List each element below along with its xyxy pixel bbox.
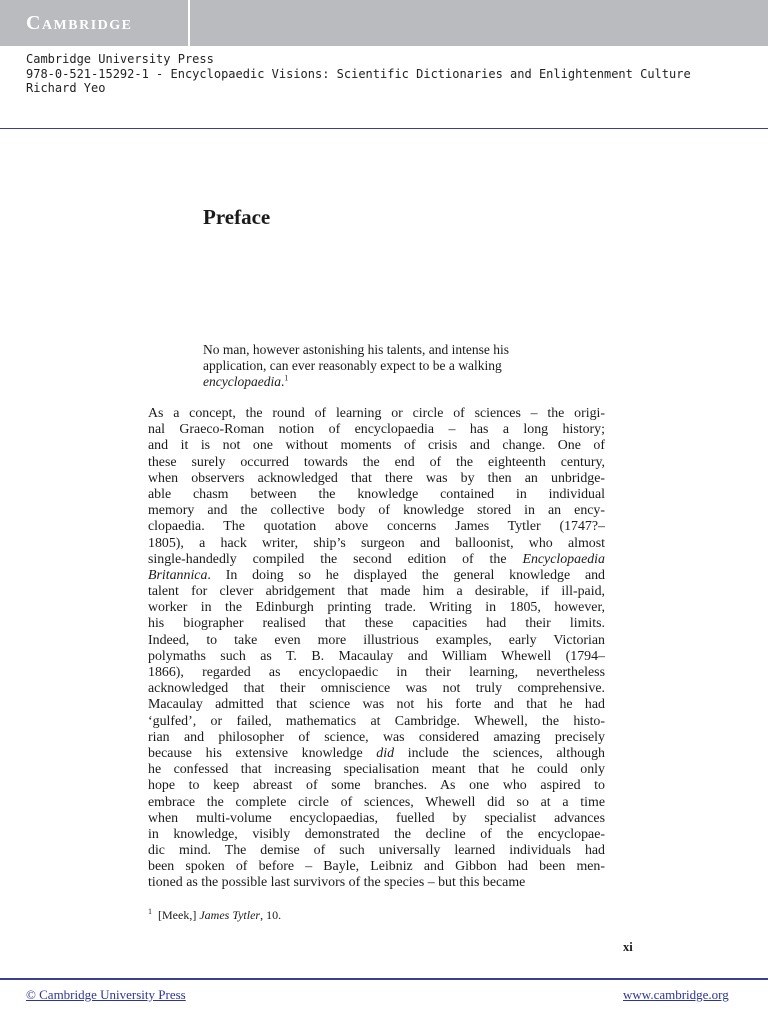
body-text-segment: . In doing so he displayed the general knowledge and [207,567,605,583]
body-line: worker in the Edinburgh printing trade. Writing in 1805, however, [148,600,605,616]
epigraph-line [203,374,563,390]
cambridge-website-link[interactable]: www.cambridge.org [623,987,729,1002]
footnote-italic: James Tytler [199,908,261,922]
body-line [148,568,605,584]
body-line: his biographer realised that these capacities had their limits. [148,616,605,632]
body-line: when observers acknowledged that there was by then an unbridge- [148,470,605,486]
body-text-segment: include the sciences, although [407,745,605,761]
body-line [148,552,605,568]
body-italic: did [376,745,395,761]
body-line: he confessed that increasing specialisation meant that he could only [148,762,605,778]
header-divider [0,128,768,129]
cambridge-press-link[interactable]: © Cambridge University Press [26,987,186,1002]
body-line: when multi-volume encyclopaedias, fuelled by specialist advances [148,810,605,826]
body-italic: Encyclopaedia [522,551,605,567]
body-line: talent for clever abridgement that made him a desirable, if ill-paid, [148,584,605,600]
footnote-text: [Meek,] [158,908,197,922]
body-line: hope to keep abreast of some branches. As one who aspired to [148,778,605,794]
footnote-ref: 1 [284,373,289,383]
footnote-end: , 10. [260,908,282,922]
epigraph [203,342,563,390]
book-metadata [26,52,691,96]
page-number: xi [623,940,633,954]
body-line: able chasm between the knowledge contained in individual [148,486,605,502]
body-line: been spoken of before – Bayle, Leibniz and Gibbon had been men- [148,859,605,875]
body-paragraph [148,406,605,892]
body-line: rian and philosopher of science, was considered amazing precisely [148,729,605,745]
epigraph-line: application, can ever reasonably expect to be a walking [203,358,502,373]
body-line: 1805), a hack writer, ship’s surgeon and balloonist, who almost [148,535,605,551]
footnote [148,908,281,923]
body-line: and it is not one without moments of crisis and change. One of [148,438,605,454]
body-italic: Britannica [148,567,208,583]
body-line: embrace the complete circle of sciences, Whewell did so at a time [148,794,605,810]
epigraph-italic: encyclopaedia [203,374,281,389]
body-line: acknowledged that their omniscience was not truly comprehensive. [148,681,605,697]
body-line: dic mind. The demise of such universally learned individuals had [148,843,605,859]
epigraph-line: No man, however astonishing his talents, and intense his [203,342,509,357]
body-line: nal Graeco-Roman notion of encyclopaedia – has a long history; [148,422,605,438]
body-line: 1866), regarded as encyclopaedic in their learning, nevertheless [148,665,605,680]
author-name: Richard Yeo [26,81,106,95]
isbn-title: 978-0-521-15292-1 - Encyclopaedic Visions: Scientific Dictionaries and Enlightenment Culture [26,66,691,81]
epigraph-end: . [280,374,285,389]
body-text-segment: because his extensive knowledge [148,745,363,761]
body-line: these surely occurred towards the end of the eighteenth century, [148,454,605,470]
body-text-segment: single-handedly compiled the second edition of the [148,551,507,567]
body-line: polymaths such as T. B. Macaulay and William Whewell (1794– [148,648,605,664]
header-bar [0,0,768,46]
body-line: in knowledge, visibly demonstrated the decline of the encyclopae- [148,826,605,842]
body-line: ‘gulfed’, or failed, mathematics at Cambridge. Whewell, the histo- [148,713,605,729]
body-line [148,746,605,762]
footnote-number: 1 [148,907,152,916]
body-line: tioned as the possible last survivors of the species – but this became [148,875,526,891]
body-line: As a concept, the round of learning or circle of sciences – the origi- [148,406,605,421]
page-title: Preface [203,205,271,229]
footer-divider [0,978,768,980]
body-line: Macaulay admitted that science was not his forte and that he had [148,697,605,713]
body-line: memory and the collective body of knowledge stored in an ency- [148,503,605,519]
body-line: Indeed, to take even more illustrious examples, early Victorian [148,632,605,648]
cambridge-logo: Cambridge [0,0,190,46]
body-line: clopaedia. The quotation above concerns James Tytler (1747?– [148,519,605,535]
publisher-name: Cambridge University Press [26,52,214,66]
